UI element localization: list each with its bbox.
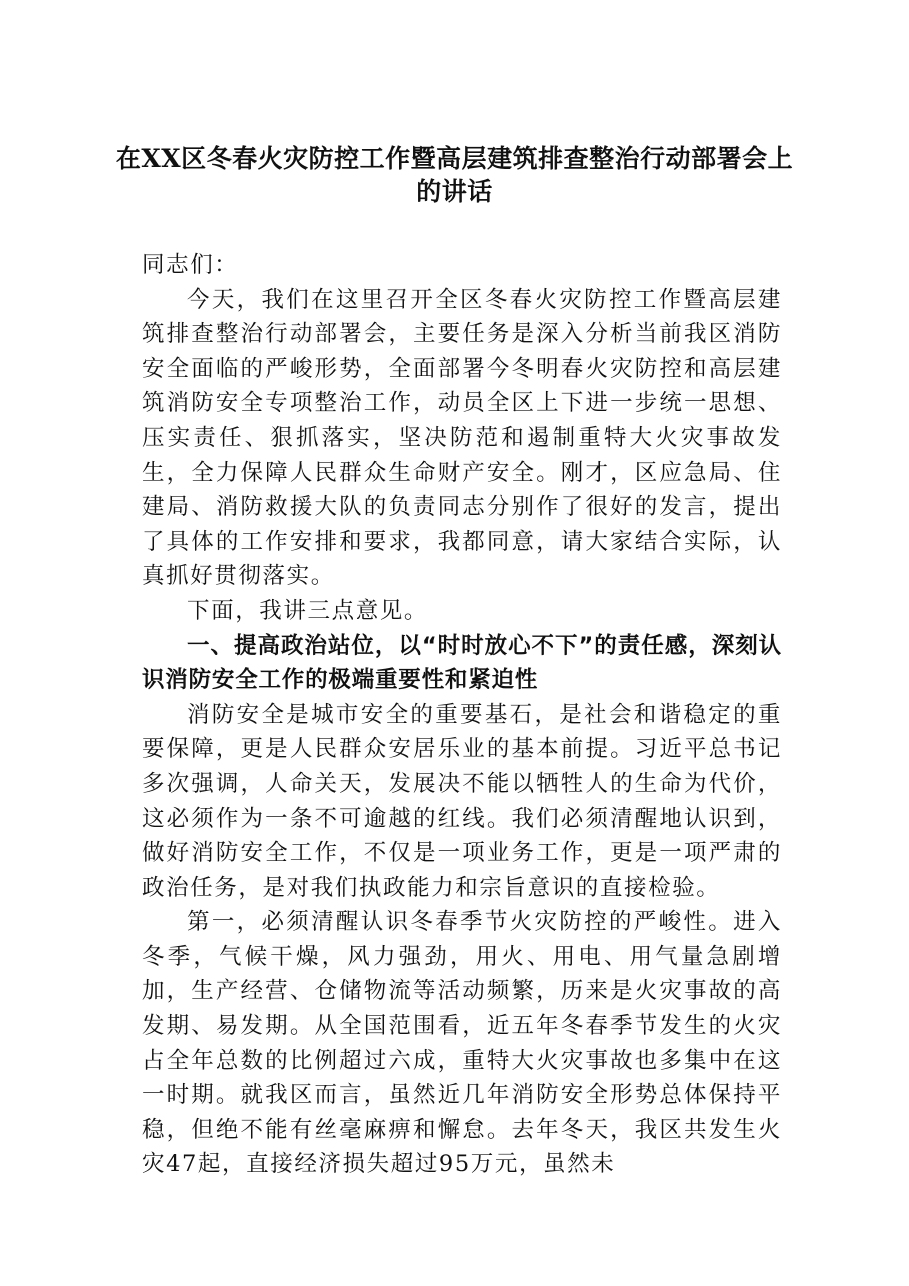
section-paragraph: 第一，必须清醒认识冬春季节火灾防控的严峻性。进入冬季，气候干燥，风力强劲，用火、用电、用气量急剧增加，生产经营、仓储物流等活动频繁，历来是火灾事故的高发期、易发期。从全国范围看，近五年冬春季节发生的火灾占全年总数的比例超过六成，重特大火灾事故也多集中在这一时期。就我区而言，虽然近几年消防安全形势总体保持平稳，但绝不能有丝毫麻痹和懈怠。去年冬天，我区共发生火灾47起，直接经济损失超过95万元，虽然未 [142, 909, 782, 1178]
section-paragraph: 消防安全是城市安全的重要基石，是社会和谐稳定的重要保障，更是人民群众安居乐业的基本前提。习近平总书记多次强调，人命关天，发展决不能以牺牲人的生命为代价，这必须作为一条不可逾越的红线。我们必须清醒地认识到，做好消防安全工作，不仅是一项业务工作，更是一项严肃的政治任务，是对我们执政能力和宗旨意识的直接检验。 [142, 701, 782, 901]
document-body [142, 248, 782, 1182]
outline-paragraph: 下面，我讲三点意见。 [187, 597, 429, 624]
section-heading: 一、提高政治站位，以“时时放心不下”的责任感，深刻认识消防安全工作的极端重要性和紧迫性 [142, 632, 782, 694]
document-title: 在XX区冬春火灾防控工作暨高层建筑排查整治行动部署会上的讲话 [115, 144, 794, 206]
intro-paragraph: 今天，我们在这里召开全区冬春火灾防控工作暨高层建筑排查整治行动部署会，主要任务是深入分析当前我区消防安全面临的严峻形势，全面部署今冬明春火灾防控和高层建筑消防安全专项整治工作，动员全区上下进一步统一思想、压实责任、狠抓落实，坚决防范和遏制重特大火灾事故发生，全力保障人民群众生命财产安全。刚才，区应急局、住建局、消防救援大队的负责同志分别作了很好的发言，提出了具体的工作安排和要求，我都同意，请大家结合实际，认真抓好贯彻落实。 [142, 286, 782, 590]
salutation: 同志们： [142, 252, 239, 278]
